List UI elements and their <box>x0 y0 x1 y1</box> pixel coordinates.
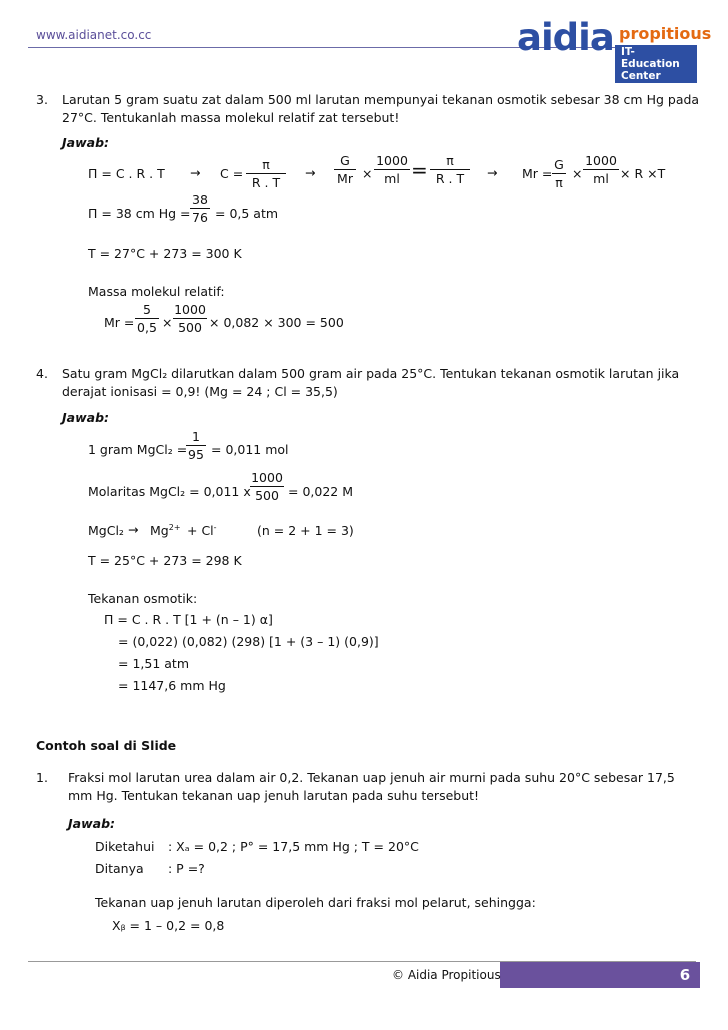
p3-frac-5-05: 5 0,5 <box>135 302 159 335</box>
arrow-icon: → <box>487 165 498 180</box>
logo-main: aidia <box>517 16 614 59</box>
p4-eq-line2: = (0,022) (0,082) (298) [1 + (3 – 1) (0,9)] <box>118 634 379 649</box>
p4-mol-line: 1 gram MgCl₂ = <box>88 442 188 457</box>
p3-times: × <box>362 166 373 181</box>
p3-times3: × <box>162 315 173 330</box>
p4-frac-1-95: 1 95 <box>186 429 206 462</box>
p3-mr-calc: Mr = <box>104 315 135 330</box>
p4-molaritas-result: = 0,022 M <box>288 484 353 499</box>
logo-tag: propitious <box>619 24 712 43</box>
p4-diss-cl: + Cl- <box>187 523 217 539</box>
p3-times-rt: × R ×T <box>620 166 666 181</box>
arrow-icon: → <box>128 522 139 537</box>
p3-frac-g-pi: G π <box>552 157 566 190</box>
arrow-icon: → <box>305 165 316 180</box>
p3-frac-g-mr: G Mr <box>334 153 356 186</box>
p3-formula-left: Π = C . R . T <box>88 166 165 181</box>
header-url: www.aidianet.co.cc <box>36 28 152 42</box>
p3-frac-pi-rt: π R . T <box>246 157 286 190</box>
p3-mr-eq: Mr = <box>522 166 553 181</box>
slide-question-line2: mm Hg. Tentukan tekanan uap jenuh larutan pada suhu tersebut! <box>68 788 480 803</box>
p4-eq-line1: Π = C . R . T [1 + (n – 1) α] <box>104 612 273 627</box>
p4-eq-line4: = 1147,6 mm Hg <box>118 678 226 693</box>
p3-c-eq: C = <box>220 166 244 181</box>
p3-equals: = <box>411 158 428 182</box>
slide-jawab: Jawab: <box>68 816 116 831</box>
slide-tekanan-line: Tekanan uap jenuh larutan diperoleh dari fraksi mol pelarut, sehingga: <box>95 895 536 910</box>
p4-question-line1: Satu gram MgCl₂ dilarutkan dalam 500 gram air pada 25°C. Tentukan tekanan osmotik larutan jika <box>62 366 680 381</box>
p4-diss-n: (n = 2 + 1 = 3) <box>257 523 354 538</box>
p4-eq-line3: = 1,51 atm <box>118 656 189 671</box>
p4-mol-result: = 0,011 mol <box>211 442 289 457</box>
slide-diketahui-label: Diketahui <box>95 839 155 854</box>
arrow-icon: → <box>190 165 201 180</box>
p4-number: 4. <box>36 366 48 381</box>
slide-number: 1. <box>36 770 48 785</box>
p3-mr-result: × 0,082 × 300 = 500 <box>209 315 344 330</box>
footer-copyright: © Aidia Propitious <box>392 968 501 982</box>
p3-times2: × <box>572 166 583 181</box>
p4-tekanan: Tekanan osmotik: <box>88 591 198 606</box>
page-number: 6 <box>670 962 700 988</box>
p3-pi-result: = 0,5 atm <box>215 206 279 221</box>
p4-diss-mg: $Mg^{2+}$ <box>150 523 181 539</box>
logo <box>517 16 712 82</box>
slide-heading: Contoh soal di Slide <box>36 738 177 753</box>
p4-frac-1000-500: 1000 500 <box>251 470 283 503</box>
p3-frac-38-76: 38 76 <box>190 192 210 225</box>
p4-t-line: T = 25°C + 273 = 298 K <box>88 553 242 568</box>
p3-jawab: Jawab: <box>62 135 110 150</box>
slide-diketahui-value: : Xₐ = 0,2 ; P° = 17,5 mm Hg ; T = 20°C <box>168 839 419 854</box>
p3-frac-1000-ml: 1000 ml <box>374 153 410 186</box>
p3-massa: Massa molekul relatif: <box>88 284 225 299</box>
p3-question-line1: Larutan 5 gram suatu zat dalam 500 ml larutan mempunyai tekanan osmotik sebesar 38 cm Hg pada <box>62 92 700 107</box>
slide-question-line1: Fraksi mol larutan urea dalam air 0,2. Tekanan uap jenuh air murni pada suhu 20°C sebesar 17,5 <box>68 770 675 785</box>
p4-question-line2: derajat ionisasi = 0,9! (Mg = 24 ; Cl = 35,5) <box>62 384 338 399</box>
p3-frac-pi-rt2: π R . T <box>430 153 470 186</box>
p3-pi-line: Π = 38 cm Hg = <box>88 206 191 221</box>
p4-molaritas: Molaritas MgCl₂ = 0,011 x <box>88 484 251 499</box>
slide-xb-line: Xᵦ = 1 – 0,2 = 0,8 <box>112 918 225 933</box>
slide-ditanya-label: Ditanya <box>95 861 144 876</box>
slide-ditanya-value: : P =? <box>168 861 205 876</box>
p3-frac-1000-ml2: 1000 ml <box>583 153 619 186</box>
p3-number: 3. <box>36 92 48 107</box>
footer-band <box>500 962 670 988</box>
p4-jawab: Jawab: <box>62 410 110 425</box>
p3-question-line2: 27°C. Tentukanlah massa molekul relatif zat tersebut! <box>62 110 400 125</box>
p3-t-line: T = 27°C + 273 = 300 K <box>88 246 242 261</box>
logo-sub: IT- Education Center <box>615 45 697 83</box>
p4-diss-a: MgCl₂ <box>88 523 124 538</box>
p3-frac-1000-500: 1000 500 <box>174 302 206 335</box>
